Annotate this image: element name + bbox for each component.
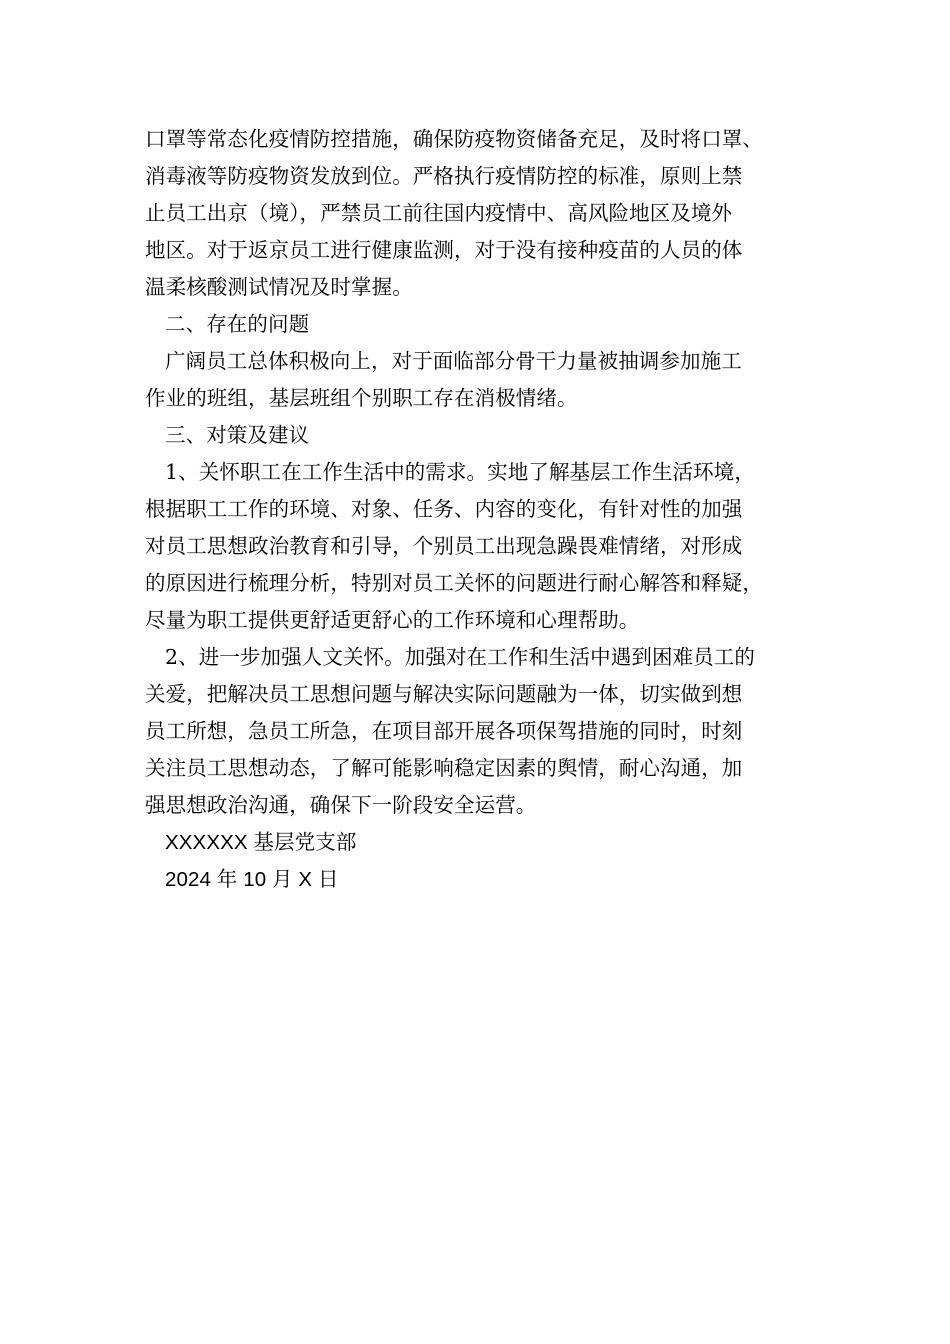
paragraph-2-line-1: 广阔员工总体积极向上，对于面临部分骨干力量被抽调参加施工	[165, 349, 742, 373]
signature-organization: XXXXXX 基层党支部	[165, 831, 357, 854]
section-heading-problems: 二、存在的问题	[165, 312, 310, 336]
section-heading-measures: 三、对策及建议	[165, 423, 310, 447]
paragraph-1-line-4: 地区。对于返京员工进行健康监测，对于没有接种疫苗的人员的体	[145, 238, 743, 262]
paragraph-2-line-2: 作业的班组，基层班组个别职工存在消极情绪。	[145, 386, 578, 410]
paragraph-4-line-5: 强思想政治沟通，确保下一阶段安全运营。	[145, 793, 537, 817]
paragraph-3-line-1: 1、关怀职工在工作生活中的需求。实地了解基层工作生活环境，	[165, 460, 755, 484]
paragraph-1-line-5: 温柔核酸测试情况及时掌握。	[145, 275, 413, 299]
signature-date: 2024 年 10 月 X 日	[165, 868, 339, 891]
paragraph-1-line-3: 止员工出京（境），严禁员工前往国内疫情中、高风险地区及境外	[145, 201, 733, 225]
paragraph-3-line-5: 尽量为职工提供更舒适更舒心的工作环境和心理帮助。	[145, 608, 640, 632]
paragraph-3-line-2: 根据职工工作的环境、对象、任务、内容的变化，有针对性的加强	[145, 497, 743, 521]
paragraph-1-line-2: 消毒液等防疫物资发放到位。严格执行疫情防控的标准，原则上禁	[145, 164, 743, 188]
paragraph-4-line-2: 关爱，把解决员工思想问题与解决实际问题融为一体，切实做到想	[145, 682, 743, 706]
paragraph-3-line-3: 对员工思想政治教育和引导，个别员工出现急躁畏难情绪，对形成	[145, 534, 743, 558]
paragraph-4-line-4: 关注员工思想动态，了解可能影响稳定因素的舆情，耐心沟通，加	[145, 756, 743, 780]
paragraph-3-line-4: 的原因进行梳理分析，特别对员工关怀的问题进行耐心解答和释疑，	[145, 571, 763, 595]
paragraph-4-line-1: 2、进一步加强人文关怀。加强对在工作和生活中遇到困难员工的	[165, 645, 755, 669]
document-body	[145, 121, 825, 898]
paragraph-1-line-1: 口罩等常态化疫情防控措施，确保防疫物资储备充足，及时将口罩、	[145, 127, 763, 151]
paragraph-4-line-3: 员工所想，急员工所急，在项目部开展各项保驾措施的同时，时刻	[145, 719, 743, 743]
